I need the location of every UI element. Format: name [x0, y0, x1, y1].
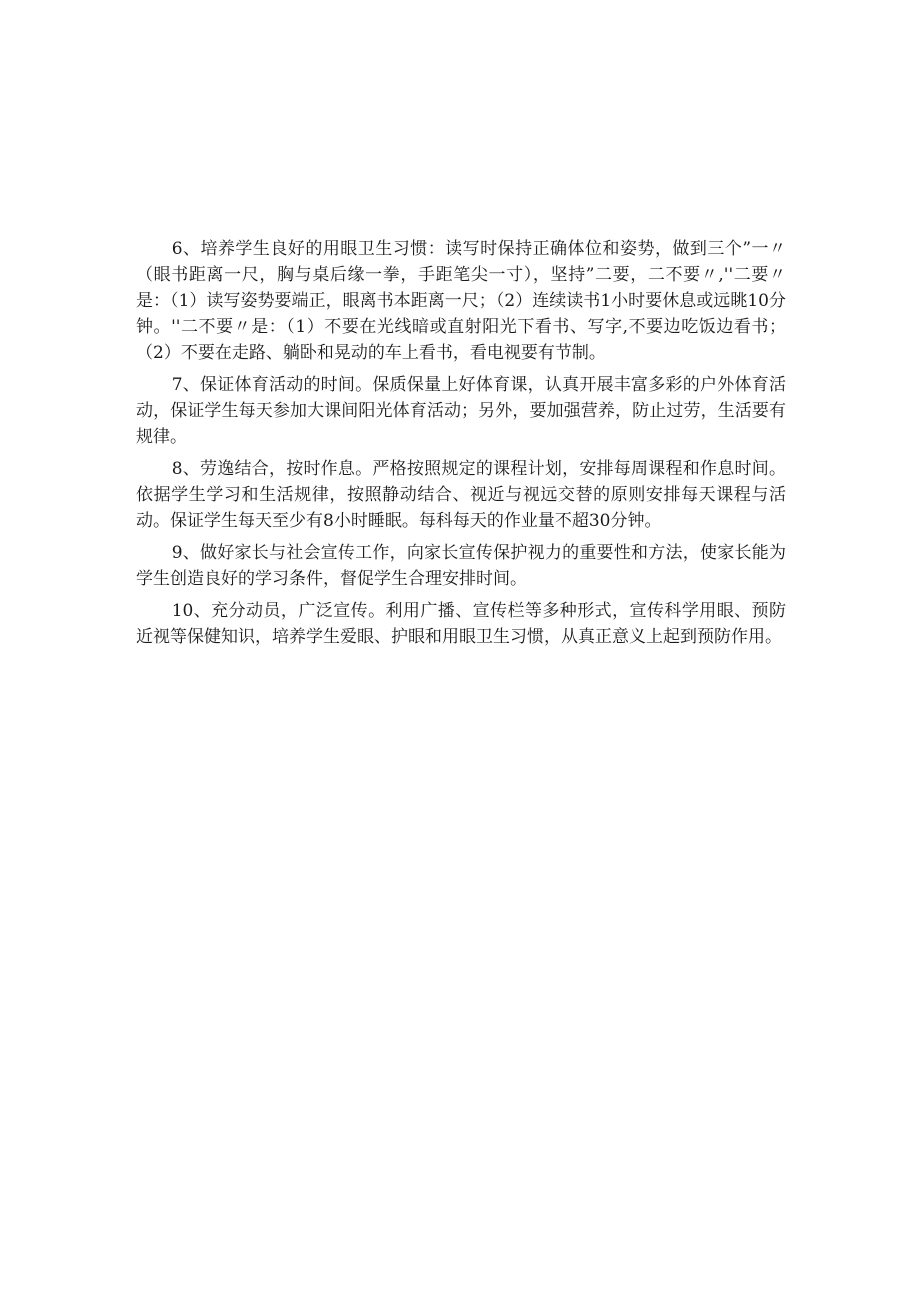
paragraph-8: 8、劳逸结合，按时作息。严格按照规定的课程计划，安排每周课程和作息时间。依据学生学习和生活规律，按照静动结合、视近与视远交替的原则安排每天课程与活动。保证学生每天至少有8小时睡眠。每科每天的作业量不超30分钟。 — [136, 459, 786, 531]
paragraph-7: 7、保证体育活动的时间。保质保量上好体育课，认真开展丰富多彩的户外体育活动，保证学生每天参加大课间阳光体育活动；另外，要加强营养，防止过劳，生活要有规律。 — [136, 375, 786, 447]
paragraph-9: 9、做好家长与社会宣传工作，向家长宣传保护视力的重要性和方法，使家长能为学生创造良好的学习条件，督促学生合理安排时间。 — [136, 543, 786, 589]
paragraph-6: 6、培养学生良好的用眼卫生习惯：读写时保持正确体位和姿势，做到三个”一〃（眼书距离一尺，胸与桌后缘一拳，手距笔尖一寸），坚持”二要，二不要〃,''二要〃是：（1）读写姿势要端正，眼离书本距离一尺；（2）连续读书1小时要休息或远眺10分钟。''二不要〃是：（1）不要在光线暗或直射阳光下看书、写字,不要边吃饭边看书；（2）不要在走路、躺卧和晃动的车上看书，看电视要有节制。 — [136, 239, 786, 363]
paragraph-10: 10、充分动员，广泛宣传。利用广播、宣传栏等多种形式，宣传科学用眼、预防近视等保健知识，培养学生爱眼、护眼和用眼卫生习惯，从真正意义上起到预防作用。 — [136, 601, 786, 647]
document-body — [136, 236, 786, 656]
